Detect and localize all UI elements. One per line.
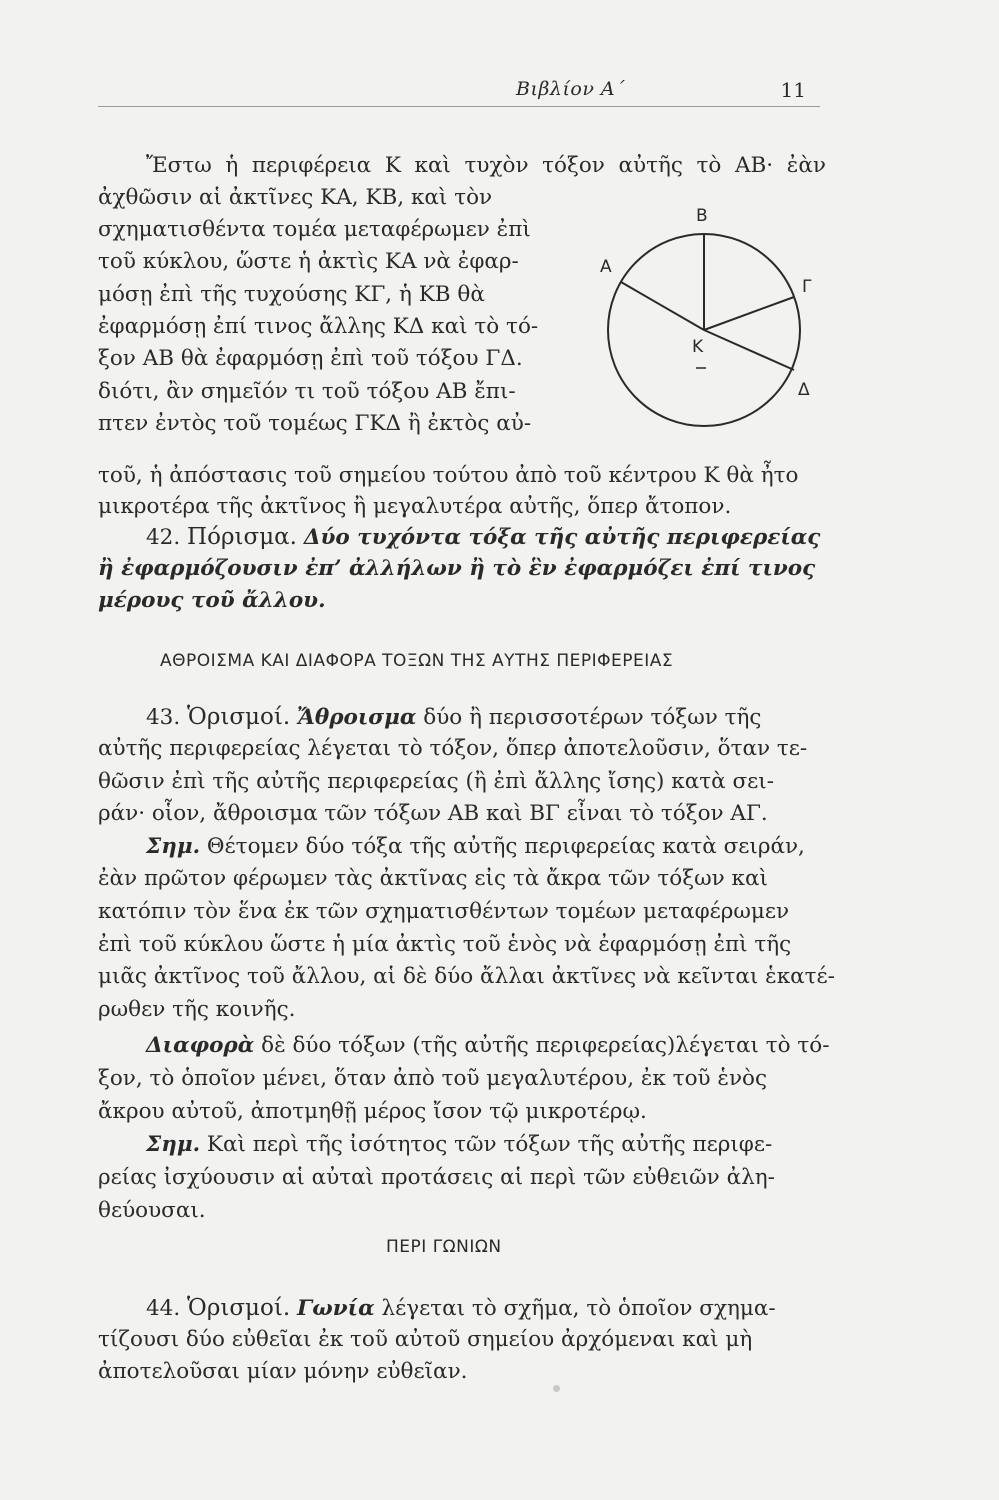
intro-line-1-word: αὐτῆς: [618, 153, 683, 178]
sim1-line-5: μιᾶς ἀκτῖνος τοῦ ἄλλου, αἱ δὲ δύο ἄλλαι ἀκτῖνες νὰ κεῖνται ἑκατέ-: [98, 964, 835, 989]
p44-line-3: ἀποτελοῦσαι μίαν μόνην εὐθεῖαν.: [98, 1359, 468, 1384]
sim1-text-1: Θέτομεν δύο τόξα τῆς αὐτῆς περιφερείας κατὰ σειράν,: [206, 834, 805, 859]
p44-line-2: τίζουσι δύο εὐθεῖαι ἐκ τοῦ αὐτοῦ σημείου ἀρχόμεναι καὶ μὴ: [98, 1327, 753, 1352]
running-title: Βιβλίον Α΄: [516, 78, 626, 100]
label-b: Β: [696, 206, 708, 226]
sim2-label: Σημ.: [146, 1132, 201, 1157]
intro-line-2: ἀχθῶσιν αἱ ἀκτῖνες ΚΑ, ΚΒ, καὶ τὸν: [98, 185, 493, 210]
intro-line-1-word: ἐὰν: [786, 153, 826, 178]
intro-line-5: μόσῃ ἐπὶ τῆς τυχούσης ΚΓ, ἡ ΚΒ θὰ: [98, 282, 485, 307]
diafora-line-1: [146, 1031, 830, 1061]
p44-line-1: [146, 1293, 776, 1324]
p43-line-3: θῶσιν ἐπὶ τῆς αὐτῆς περιφερείας (ἢ ἐπὶ ἄλλης ἴσης) κατὰ σει-: [98, 769, 774, 794]
p42-line-2: ἢ ἐφαρμόζουσιν ἐπ’ ἀλλήλων ἢ τὸ ἓν ἐφαρμόζει ἐπί τινος: [98, 556, 816, 581]
label-d: Δ: [798, 380, 810, 400]
section-heading-angles: ΠΕΡΙ ΓΩΝΙΩΝ: [386, 1237, 502, 1257]
radius-kg: [704, 297, 794, 330]
intro-line-1-word: τόξον: [542, 153, 605, 178]
label-a: Α: [600, 257, 612, 277]
radius-ka: [621, 282, 704, 330]
p43-line-1: [146, 702, 761, 733]
label-g: Γ: [802, 277, 812, 297]
intro-line-1-word: τὸ: [696, 153, 722, 178]
sim2-line-1: [146, 1130, 772, 1160]
sim1-line-2: ἐὰν πρῶτον φέρωμεν τὰς ἀκτῖνας εἰς τὰ ἄκρα τῶν τόξων καὶ: [98, 866, 768, 891]
intro-line-1-word: ΑΒ·: [734, 153, 774, 178]
p44-number: 44.: [146, 1296, 181, 1321]
intro-line-1-word: καὶ: [414, 153, 451, 178]
p44-text-1: λέγεται τὸ σχῆμα, τὸ ὁποῖον σχημα-: [381, 1296, 776, 1321]
intro-line-4: τοῦ κύκλου, ὥστε ἡ ἀκτὶς ΚΑ νὰ ἐφαρ-: [98, 249, 519, 274]
page-header: [98, 76, 820, 107]
sim1-line-6: ρωθεν τῆς κοινῆς.: [98, 997, 296, 1022]
p43-line-2: αὐτῆς περιφερείας λέγεται τὸ τόξον, ὅπερ ἀποτελοῦσιν, ὅταν τε-: [98, 736, 808, 761]
p43-line-4: ράν· οἷον, ἄθροισμα τῶν τόξων ΑΒ καὶ ΒΓ εἶναι τὸ τόξον ΑΓ.: [98, 801, 768, 826]
sim2-line-2: ρείας ἰσχύουσιν αἱ αὐταὶ προτάσεις αἱ περὶ τῶν εὐθειῶν ἀλη-: [98, 1165, 775, 1190]
intro-line-8: διότι, ἂν σημεῖόν τι τοῦ τόξου ΑΒ ἔπι-: [98, 379, 516, 404]
sim1-line-3: κατόπιν τὸν ἕνα ἐκ τῶν σχηματισθέντων τομέων μεταφέρωμεν: [98, 899, 790, 924]
intro-line-1-word: περιφέρεια: [251, 153, 372, 178]
intro-line-1-word: Ἔστω: [146, 153, 212, 178]
intro-line-3: σχηματισθέντα τομέα μεταφέρωμεν ἐπὶ: [98, 217, 531, 242]
intro-line-1-word: ἡ: [225, 153, 239, 178]
circle-figure: [592, 192, 832, 432]
p43-text-1: δύο ἢ περισσοτέρων τόξων τῆς: [423, 705, 762, 730]
sim2-text-1: Καὶ περὶ τῆς ἰσότητος τῶν τόξων τῆς αὐτῆς περιφε-: [206, 1132, 773, 1157]
sim1-line-4: ἐπὶ τοῦ κύκλου ὥστε ἡ μία ἀκτὶς τοῦ ἑνὸς νὰ ἐφαρμόσῃ ἐπὶ τῆς: [98, 932, 792, 957]
intro-line-1-word: τυχὸν: [464, 153, 529, 178]
print-speck: [553, 1385, 560, 1392]
intro-line-11: μικροτέρα τῆς ἀκτῖνος ἢ μεγαλυτέρα αὐτῆς, ὅπερ ἄτοπον.: [98, 494, 732, 519]
diafora-line-2: ξον, τὸ ὁποῖον μένει, ὅταν ἀπὸ τοῦ μεγαλυτέρου, ἐκ τοῦ ἑνὸς: [98, 1066, 768, 1091]
intro-line-1-word: Κ: [384, 153, 401, 178]
p42-label: Πόρισμα.: [187, 524, 297, 550]
radius-kd: [704, 330, 794, 370]
p44-term: Γωνία: [297, 1296, 375, 1321]
page-number: 11: [780, 78, 806, 102]
p42-statement-1: Δύο τυχόντα τόξα τῆς αὐτῆς περιφερείας: [303, 525, 821, 550]
section-heading-sum-difference: ΑΘΡΟΙΣΜΑ ΚΑΙ ΔΙΑΦΟΡΑ ΤΟΞΩΝ ΤΗΣ ΑΥΤΗΣ ΠΕΡΙΦΕΡΕΙΑΣ: [160, 651, 674, 671]
p43-term: Ἄθροισμα: [297, 705, 417, 730]
label-k: Κ: [692, 337, 704, 357]
p42-line-3: μέρους τοῦ ἄλλου.: [98, 588, 326, 613]
sim1-line-1: [146, 832, 805, 862]
p42-line-1: [146, 522, 820, 553]
p43-number: 43.: [146, 705, 181, 730]
intro-line-6: ἐφαρμόσῃ ἐπί τινος ἄλλης ΚΔ καὶ τὸ τό-: [98, 314, 539, 339]
p42-number: 42.: [146, 525, 181, 550]
p44-label: Ὁρισμοί.: [187, 1295, 291, 1321]
intro-line-7: ξον ΑΒ θὰ ἐφαρμόσῃ ἐπὶ τοῦ τόξου ΓΔ.: [98, 346, 523, 371]
intro-line-10: τοῦ, ἡ ἀπόστασις τοῦ σημείου τούτου ἀπὸ τοῦ κέντρου Κ θὰ ἦτο: [98, 463, 799, 488]
diafora-text-1: δὲ δύο τόξων (τῆς αὐτῆς περιφερείας)λέγεται τὸ τό-: [261, 1033, 830, 1058]
intro-line-9: πτεν ἐντὸς τοῦ τομέως ΓΚΔ ἢ ἐκτὸς αὐ-: [98, 411, 532, 436]
intro-line-1: [146, 151, 826, 181]
diafora-line-3: ἄκρου αὐτοῦ, ἀποτμηθῇ μέρος ἴσον τῷ μικροτέρῳ.: [98, 1099, 647, 1124]
sim1-label: Σημ.: [146, 834, 201, 859]
sim2-line-3: θεύουσαι.: [98, 1198, 206, 1223]
diafora-term: Διαφορὰ: [146, 1033, 255, 1058]
p43-label: Ὁρισμοί.: [187, 704, 291, 730]
